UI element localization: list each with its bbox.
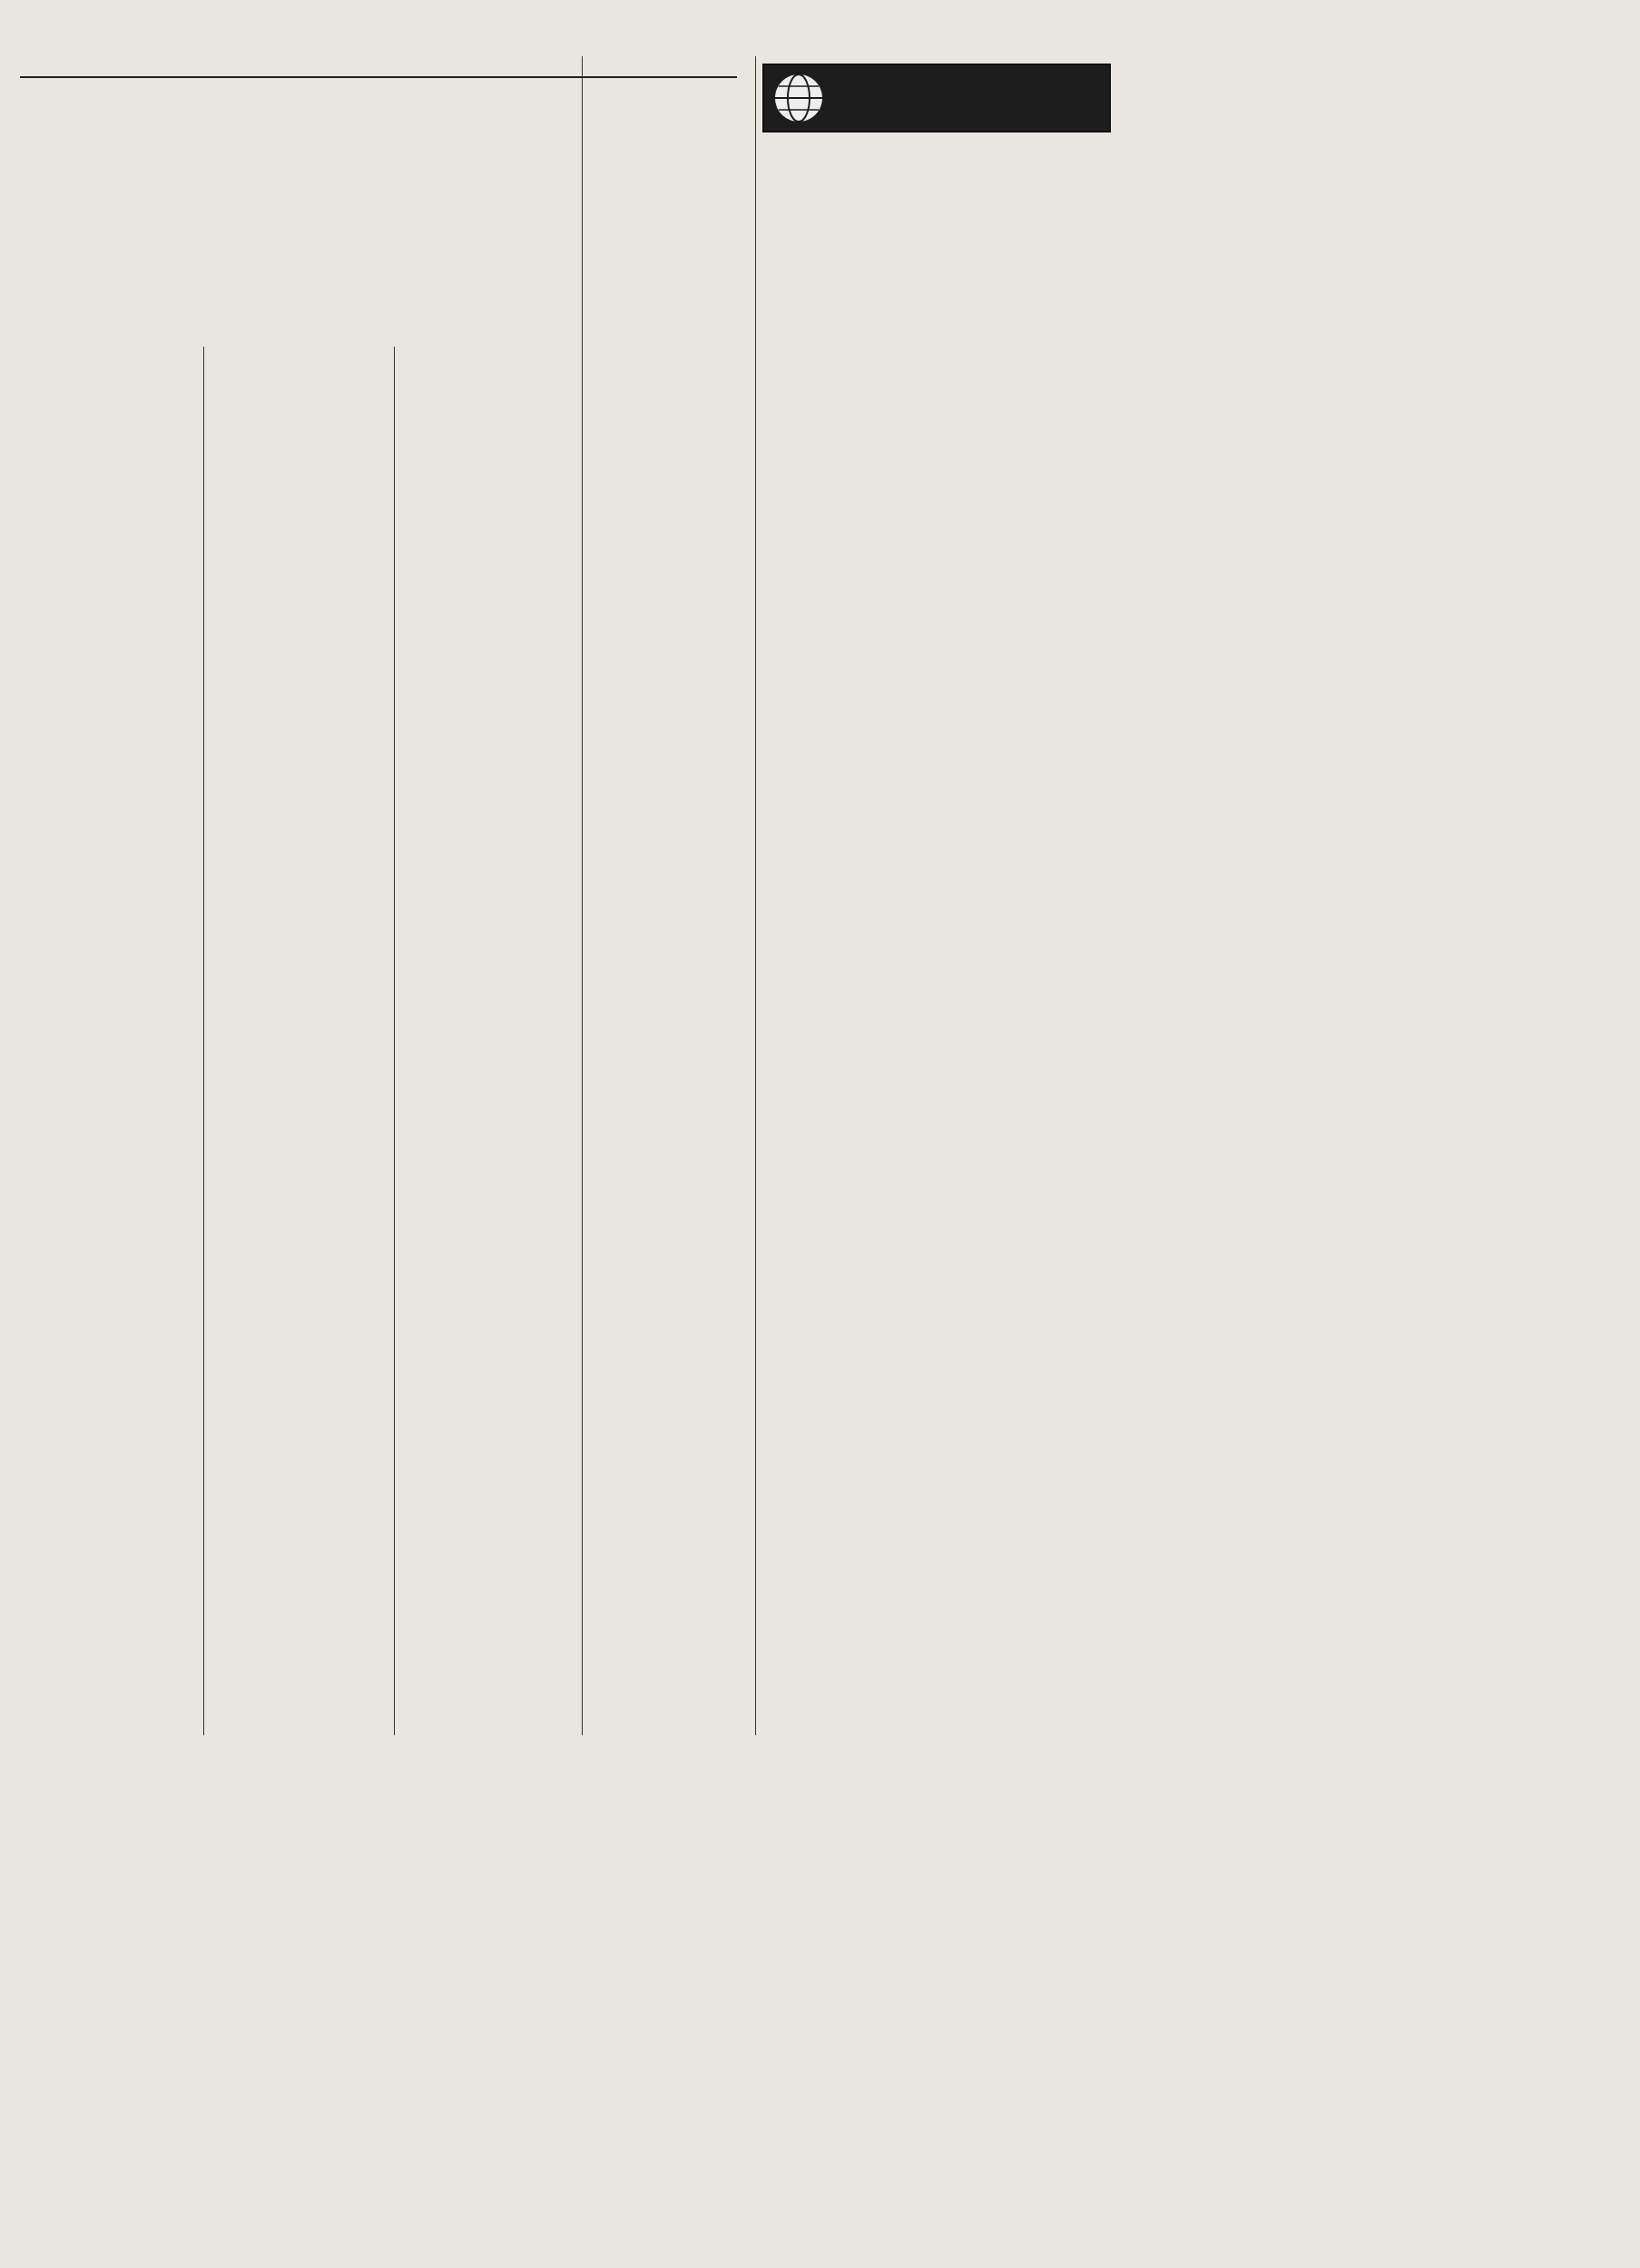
article-column-4 — [588, 56, 751, 1735]
article-column-2 — [211, 347, 388, 1735]
column-rule — [394, 347, 395, 1735]
globe-icon — [771, 71, 826, 125]
column-rule — [582, 56, 583, 1735]
news-of-the-planet-logo — [762, 64, 1111, 133]
article-column-3-top — [399, 56, 576, 329]
article-column-1 — [20, 347, 197, 1735]
column-rule — [203, 347, 204, 1735]
column-rule — [755, 56, 756, 1735]
article-column-3 — [399, 347, 576, 1735]
